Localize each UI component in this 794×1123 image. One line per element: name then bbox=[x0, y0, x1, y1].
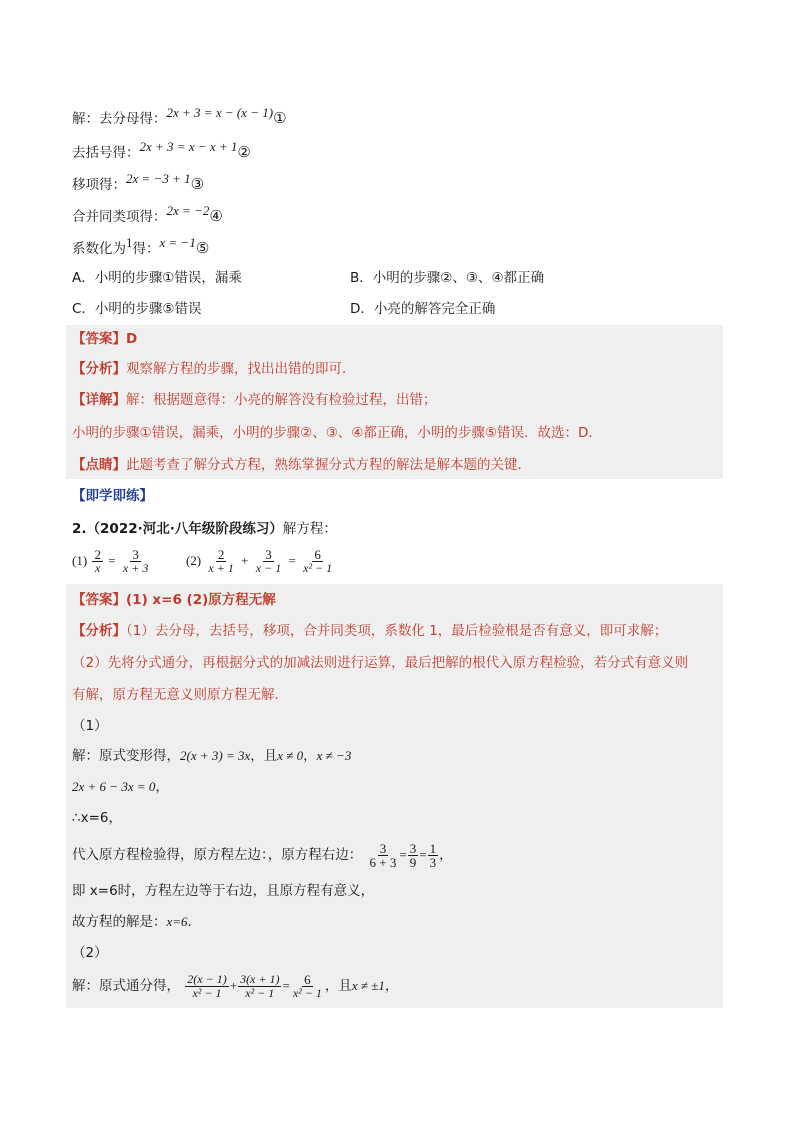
practice-header: 【即学即练】 bbox=[72, 488, 153, 504]
common-denominator-fraction-2: $\frac{3(x + 1)}{\text{x² − 1}}$ bbox=[240, 971, 280, 1000]
q2-p1-left-fraction: $\frac{2}{x}$ bbox=[94, 546, 101, 575]
common-denominator-fraction-1: $\frac{2(x - 1)}{\text{x² − 1}}$ bbox=[187, 971, 227, 1000]
q2-line-4: 代入原方程检验得，原方程左边：，原方程右边： $\frac{3}{6 + 3}$ = $\frac{3}{9}$ = $\frac{1}{3}$ ， bbox=[72, 840, 453, 870]
q2-analysis-3: 有解，原方程无意义则原方程无解． bbox=[72, 687, 288, 703]
step-3-mark: ③ bbox=[190, 175, 205, 193]
q2-part-2: （2） bbox=[72, 945, 108, 961]
step-5-label-a: 系数化为 bbox=[72, 241, 126, 257]
step-2-equation: 2x + 3 = x − x + 1 bbox=[139, 139, 238, 154]
q1-detail bbox=[72, 390, 437, 410]
answer-label: 【答案】 bbox=[72, 331, 126, 347]
step-1-label: 解：去分母得： bbox=[72, 111, 167, 127]
q2-line-6: 故方程的解是：x=6． bbox=[72, 914, 202, 930]
q2-line-7: 解：原式通分得， $\frac{2(x - 1)}{\text{x² − 1}}$ + $\frac{3(x + 1)}{\text{x² − 1}}$ = $\frac{6}{\text{x² − 1}}$ ，且x ≠ ±1， bbox=[72, 971, 399, 1000]
q2-line-2: 2x + 6 − 3x = 0， bbox=[72, 779, 169, 795]
q1-analysis bbox=[72, 359, 356, 379]
step-1-equation: 2x + 3 = x − (x − 1) bbox=[166, 105, 274, 120]
q2-line-3: ∴x=6， bbox=[72, 810, 122, 826]
q2-answer-value: (1) x=6 (2)原方程无解 bbox=[126, 592, 276, 608]
common-denominator-fraction-3: $\frac{6}{\text{x² − 1}}$ bbox=[292, 971, 322, 1000]
check-fraction-3: $\frac{1}{3}$ bbox=[429, 840, 437, 870]
step-4-label: 合并同类项得： bbox=[72, 209, 167, 225]
step-1 bbox=[72, 105, 287, 129]
step-2 bbox=[72, 139, 251, 163]
q2-p2-fraction-a: $\frac{2}{x + 1}$ bbox=[208, 546, 234, 575]
option-d: D．小亮的解答完全正确 bbox=[350, 301, 496, 317]
q2-p2-fraction-c: $\frac{6}{\text{x² − 1}}$ bbox=[303, 546, 333, 575]
step-3-equation: 2x = −3 + 1 bbox=[126, 171, 191, 186]
q2-line-1: 解：原式变形得，2(x + 3) = 3x，且x ≠ 0，x ≠ −3 bbox=[72, 748, 352, 764]
q2-problems: (1) $\frac{2}{x}$ = $\frac{3}{x + 3}$ (2) $\frac{2}{x + 1}$ + $\frac{3}{x - 1}$ = $\frac{6}{\text{x² − 1}}$ bbox=[72, 546, 333, 575]
answer-value: D bbox=[126, 331, 138, 347]
q2-source: （2022·河北·八年级阶段练习） bbox=[86, 521, 283, 537]
step-3-label: 移项得： bbox=[72, 177, 126, 193]
q2-p2-fraction-b: $\frac{3}{x - 1}$ bbox=[255, 546, 282, 575]
check-fraction-2: $\frac{3}{9}$ bbox=[409, 840, 417, 870]
step-5-label-num: 1 bbox=[126, 235, 133, 250]
q2-analysis-1: （1）去分母，去括号，移项，合并同类项，系数化 1，最后检验根是否有意义，即可求解； bbox=[126, 623, 668, 639]
analysis-label: 【分析】 bbox=[72, 361, 126, 377]
q1-detail-2: 小明的步骤①错误，漏乘，小明的步骤②、③、④都正确，小明的步骤⑤错误．故选：D． bbox=[72, 425, 602, 441]
detail-label: 【详解】 bbox=[72, 392, 126, 408]
q2-p1-right-fraction: $\frac{3}{x + 3}$ bbox=[122, 546, 149, 575]
comment-label: 【点睛】 bbox=[72, 457, 126, 473]
check-fraction-1: $\frac{3}{6 + 3}$ bbox=[369, 840, 397, 870]
detail-text: 解：根据题意得：小亮的解答没有检验过程，出错； bbox=[126, 392, 437, 408]
q2-analysis-label: 【分析】 bbox=[72, 623, 126, 639]
q2-answer-label: 【答案】 bbox=[72, 592, 126, 608]
q2-answer bbox=[72, 590, 276, 610]
comment-text: 此题考查了解分式方程，熟练掌握分式方程的解法是解本题的关键． bbox=[126, 457, 531, 473]
q2-title bbox=[72, 519, 337, 539]
option-c: C．小明的步骤⑤错误 bbox=[72, 301, 202, 317]
option-b: B．小明的步骤②、③、④都正确 bbox=[350, 270, 545, 286]
step-4 bbox=[72, 203, 223, 227]
step-5-label-b: 得： bbox=[132, 241, 160, 257]
step-5-equation: x = −1 bbox=[159, 235, 196, 250]
q2-analysis bbox=[72, 621, 667, 641]
q2-line-5: 即 x=6时，方程左边等于右边，且原方程有意义， bbox=[72, 883, 375, 899]
q2-p1-label: (1) bbox=[72, 553, 88, 568]
q2-number: 2. bbox=[72, 521, 87, 537]
analysis-text: 观察解方程的步骤，找出出错的即可． bbox=[126, 361, 356, 377]
step-4-mark: ④ bbox=[209, 207, 223, 225]
q2-text: 解方程： bbox=[282, 521, 337, 537]
option-a: A．小明的步骤①错误，漏乘 bbox=[72, 270, 242, 286]
q2-analysis-2: （2）先将分式通分，再根据分式的加减法则进行运算，最后把解的根代入原方程检验，若分式有意义则 bbox=[72, 655, 689, 671]
step-2-mark: ② bbox=[237, 143, 251, 161]
step-1-mark: ① bbox=[273, 109, 287, 127]
q1-comment bbox=[72, 455, 531, 475]
q2-p2-label: (2) bbox=[185, 553, 202, 568]
step-2-label: 去括号得： bbox=[72, 145, 140, 161]
step-4-equation: 2x = −2 bbox=[166, 203, 210, 218]
q1-answer bbox=[72, 329, 137, 349]
step-3 bbox=[72, 171, 205, 195]
step-5 bbox=[72, 235, 210, 259]
step-5-mark: ⑤ bbox=[195, 239, 210, 257]
q2-part-1: （1） bbox=[72, 718, 108, 734]
